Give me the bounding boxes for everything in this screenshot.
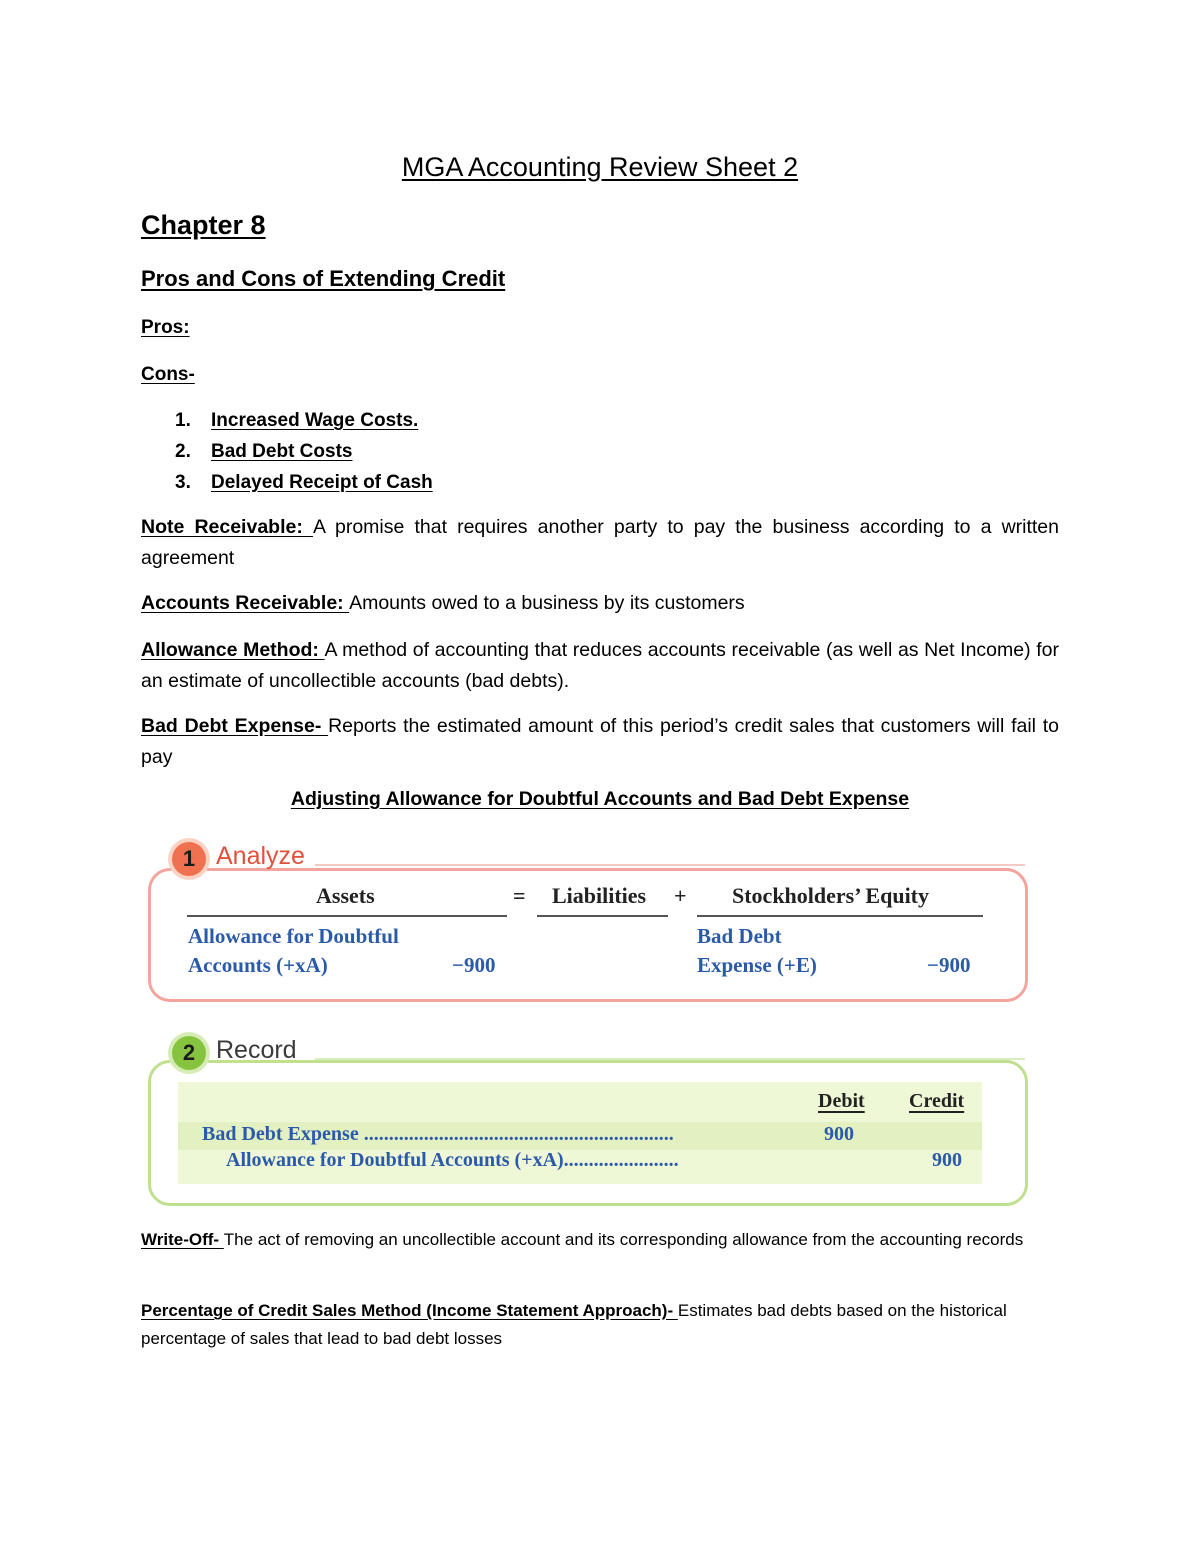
plus-sign: +	[674, 883, 687, 908]
analyze-label: Analyze	[216, 842, 305, 870]
cons-label: Cons-	[141, 364, 195, 385]
percentage-credit-sales-definition	[141, 1297, 1059, 1353]
record-label: Record	[216, 1036, 297, 1064]
note-receivable-definition	[141, 512, 1059, 574]
definition-term: Write-Off-	[141, 1230, 224, 1249]
list-item-text: Delayed Receipt of Cash	[211, 472, 433, 493]
equity-amount: −900	[927, 953, 971, 977]
step-one-badge: 1	[172, 842, 206, 876]
asset-account-line1: Allowance for Doubtful	[188, 924, 399, 948]
list-number: 2.	[175, 441, 191, 462]
cons-list	[175, 405, 433, 498]
asset-account-line2: Accounts (+xA)	[188, 953, 328, 977]
journal-debit-account: Bad Debt Expense ..............................................................	[202, 1123, 674, 1145]
list-number: 1.	[175, 410, 191, 431]
journal-entry-figure	[140, 828, 1040, 1218]
equity-account-line1: Bad Debt	[697, 924, 782, 948]
bad-debt-expense-definition	[141, 711, 1059, 773]
equals-sign: =	[513, 883, 526, 908]
definition-text: The act of removing an uncollectible account and its corresponding allowance from the accounting records	[223, 1230, 1024, 1249]
allowance-method-definition	[141, 635, 1059, 697]
list-item	[175, 405, 433, 436]
journal-debit-amount: 900	[824, 1123, 854, 1145]
chapter-heading: Chapter 8	[141, 210, 266, 240]
assets-rule	[187, 915, 507, 917]
definition-term: Note Receivable:	[141, 516, 313, 538]
list-item	[175, 467, 433, 498]
figure-heading: Adjusting Allowance for Doubtful Accounts and Bad Debt Expense	[290, 788, 910, 810]
section-heading: Pros and Cons of Extending Credit	[141, 266, 506, 291]
equity-rule	[697, 915, 983, 917]
credit-column-header: Credit	[909, 1090, 965, 1112]
step-two-badge: 2	[172, 1036, 206, 1070]
list-item	[175, 436, 433, 467]
definition-text: A promise that requires another party to pay the business according to a written agreement	[141, 516, 1060, 569]
definition-term: Percentage of Credit Sales Method (Income Statement Approach)-	[141, 1301, 678, 1320]
accounts-receivable-definition	[141, 588, 745, 619]
list-item-text: Bad Debt Costs	[211, 441, 353, 462]
equity-account-line2: Expense (+E)	[697, 953, 817, 977]
definition-term: Bad Debt Expense-	[141, 715, 329, 737]
list-item-text: Increased Wage Costs.	[211, 410, 419, 431]
assets-header: Assets	[316, 883, 375, 908]
equity-header: Stockholders’ Equity	[732, 883, 930, 908]
debit-column-header: Debit	[818, 1090, 865, 1112]
analyze-header-rule	[315, 864, 1025, 866]
journal-credit-amount: 900	[932, 1149, 962, 1171]
write-off-definition	[141, 1226, 1059, 1254]
definition-term: Accounts Receivable:	[141, 592, 350, 614]
journal-credit-account: Allowance for Doubtful Accounts (+xA).......................	[226, 1149, 679, 1171]
definition-text: A method of accounting that reduces accounts receivable (as well as Net Income) for an estimate of uncollectible accounts (bad debts).	[141, 639, 1059, 692]
definition-text: Reports the estimated amount of this period’s credit sales that customers will fail to pay	[141, 715, 1059, 768]
liabilities-header: Liabilities	[552, 883, 647, 908]
pros-label: Pros:	[141, 317, 190, 338]
asset-amount: −900	[452, 953, 496, 977]
liabilities-rule	[537, 915, 668, 917]
definition-text: Amounts owed to a business by its customers	[349, 592, 745, 614]
list-number: 3.	[175, 472, 191, 493]
page-title: MGA Accounting Review Sheet 2	[401, 152, 799, 182]
definition-text: Estimates bad debts based on the historical percentage of sales that lead to bad debt losses	[141, 1301, 1007, 1348]
definition-term: Allowance Method:	[141, 639, 325, 661]
